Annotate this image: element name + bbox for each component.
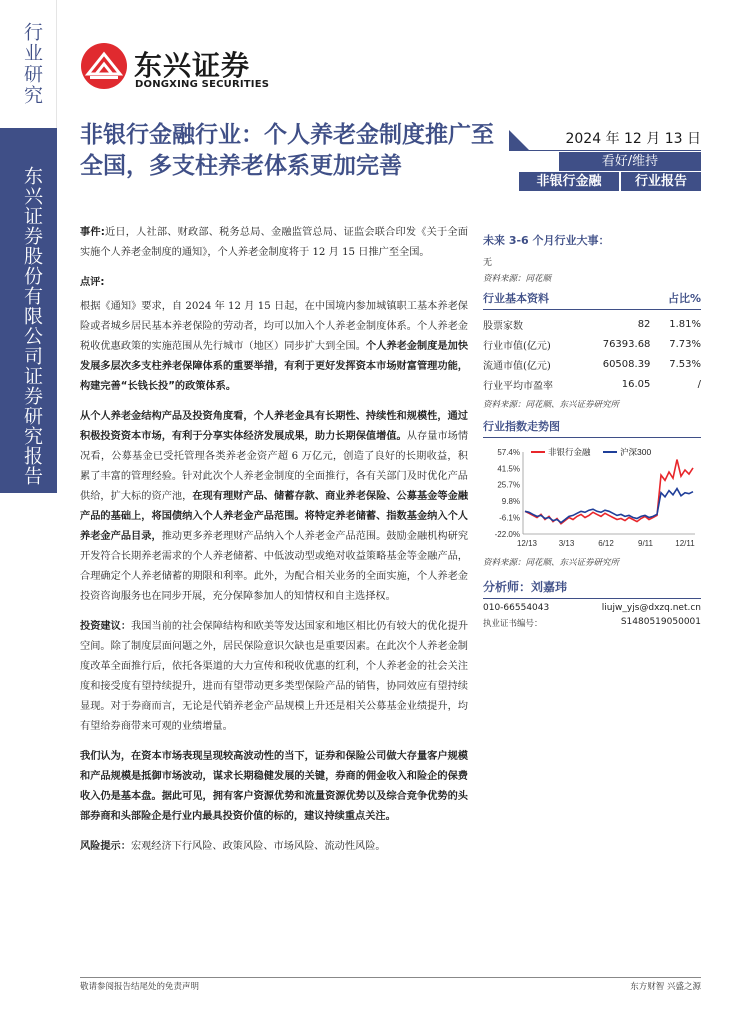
sidebar-top [0, 0, 57, 128]
row-share: 7.73% [669, 338, 701, 350]
para1 [80, 297, 468, 397]
report-title: 非银行金融行业：个人养老金制度推广至全国，多支柱养老体系更加完善 [80, 122, 494, 179]
footer-slogan: 东方财智 兴盛之源 [630, 982, 701, 992]
series-line-1 [525, 489, 693, 523]
x-tick-label: 6/12 [598, 539, 614, 548]
industry-tag: 非银行金融 [519, 172, 619, 191]
row-label: 行业平均市盈率 [483, 380, 553, 392]
invest-label: 投资建议： [80, 621, 132, 632]
chart-svg [483, 444, 701, 554]
index-trend-chart [483, 444, 701, 554]
analyst-contact-row [483, 603, 701, 613]
conclusion-text: 我们认为，在资本市场表现呈现较高波动性的当下，证券和保险公司做大存量客户规模和产品规模是抵御市场波动，谋求长期稳健发展的关键，券商的佣金收入和险企的保费收入仍是基本盘。据此可见，拥有客户资源优势和流量资源优势以及综合竞争优势的头部券商和头部险企是行业内最具投资价值的标的，建议持续重点关注。 [80, 751, 468, 822]
chart-source: 资料来源：同花顺、东兴证券研究所 [483, 558, 620, 568]
y-tick-label: 9.8% [501, 497, 520, 507]
company-logo [80, 42, 280, 96]
rating-badge: 看好/维持 [559, 152, 701, 171]
event-label: 事件: [80, 227, 105, 238]
logo-name-cn: 东兴证券 [134, 49, 251, 82]
x-tick-label: 12/11 [675, 539, 695, 548]
y-tick-label: -22.0% [494, 530, 520, 539]
main-body [80, 223, 468, 867]
conclusion-paragraph [80, 747, 468, 827]
table-row [483, 374, 701, 394]
row-share: / [697, 378, 701, 390]
divider [483, 437, 701, 438]
basic-source: 资料来源：同花顺、东兴证券研究所 [483, 400, 620, 410]
x-tick-label: 9/11 [638, 539, 653, 548]
row-share: 7.53% [669, 358, 701, 370]
legend-label: 非银行金融 [548, 447, 591, 457]
row-value: 16.05 [621, 378, 651, 390]
basic-stats-table [483, 314, 701, 394]
basic-share-header: 占比% [667, 292, 701, 305]
para2-bold: 从个人养老金结构产品及投资角度看，个人养老金具有长期性、持续性和规模性，通过积极投资资本市场，有利于分享实体经济发展成果，助力长期保值增值。 [80, 411, 468, 442]
tag-row [519, 172, 701, 191]
footer-disclaimer: 敬请参阅报告结尾处的免责声明 [80, 982, 200, 992]
right-column [483, 222, 701, 629]
legend-label: 沪深300 [620, 447, 652, 457]
row-share: 1.81% [669, 318, 701, 330]
invest-paragraph [80, 617, 468, 737]
comment-paragraph [80, 273, 468, 293]
divider [483, 598, 701, 599]
logo-mark-icon [80, 42, 128, 90]
analyst-cert-row [483, 617, 701, 629]
row-label: 股票家数 [483, 320, 523, 332]
divider [483, 309, 701, 310]
x-tick-label: 12/13 [516, 539, 538, 548]
events-heading: 未来 3-6 个月行业大事： [483, 234, 610, 247]
sidebar-company-label: 东兴证券股份有限公司证券研究报告 [21, 166, 43, 486]
para1-text: 根据《通知》要求，自 2024 年 12 月 15 日起，在中国境内参加城镇职工基本养老保险或者城乡居民基本养老保险的劳动者，均可以加入个人养老金制度体系。个人养老金税收优惠政策的实施范围从先行城市（地区）同步扩大到全国。 [80, 301, 468, 352]
report-date: 2024 年 12 月 13 日 [565, 131, 701, 147]
event-text: 近日，人社部、财政部、税务总局、金融监管总局、证监会联合印发《关于全面实施个人养老金制度的通知》，个人养老金制度将于 12 月 15 日推广至全国。 [80, 227, 468, 258]
para2 [80, 407, 468, 607]
analyst-name: 分析师：刘嘉玮 [483, 580, 568, 594]
footer-divider [80, 977, 701, 978]
logo-name-en: DONGXING SECURITIES [135, 79, 270, 90]
y-tick-label: 25.7% [497, 480, 520, 490]
basic-heading-row [483, 290, 701, 306]
table-row [483, 334, 701, 354]
invest-text: 我国当前的社会保障结构和欧美等发达国家和地区相比仍有较大的优化提升空间。除了制度层面问题之外，居民保险意识欠缺也是重要因素。在此次个人养老金制度改革全面推行后，依托各渠道的大力宣传和税收优惠的红利，个人养老金的社会关注度和接受度有望持续提升，进而有望带动更多类型保险产品的销售，协同效应有望持续显现。对于券商而言，无论是代销养老金产品规模上升还是相关公募基金业绩提升，均有望给券商带来可观的业绩增量。 [80, 621, 469, 732]
y-tick-label: -6.1% [499, 513, 520, 523]
para2-text-a: 从存量市场情况看，公募基金已受托管理各类养老金资产超 6 万亿元，创造了良好的长期收益，积累了丰富的管理经验。针对此次个人养老金制度的全面推行，各有关部门及时优化产品供给，扩大标的资产池， [80, 431, 469, 502]
x-tick-label: 3/13 [558, 539, 575, 548]
events-value: 无 [483, 258, 493, 268]
corner-triangle-icon [509, 130, 529, 150]
events-source: 资料来源：同花顺 [483, 274, 552, 284]
report-meta-box [509, 128, 701, 192]
analyst-cert: S1480519050001 [620, 617, 701, 627]
para1-bold: 个人养老金制度是加快发展多层次多支柱养老保障体系的重要举措，有利于更好发挥资本市场财富管理功能，构建完善“长钱长投”的政策体系。 [80, 341, 469, 392]
sidebar-bottom [0, 128, 57, 493]
row-value: 60508.39 [602, 358, 651, 370]
risk-paragraph [80, 837, 468, 857]
sidebar-category-label: 行业研究 [21, 22, 43, 106]
divider [509, 150, 701, 151]
y-tick-label: 41.5% [497, 464, 520, 474]
row-value: 76393.68 [602, 338, 651, 350]
event-paragraph [80, 223, 468, 263]
analyst-cert-label: 执业证书编号： [483, 619, 543, 629]
para2-text-c: 推动更多养老理财产品纳入个人养老金产品范围。鼓励金融机构研究开发符合长期养老需求的个人养老储蓄、中低波动型或绝对收益策略基金等金融产品，合理确定个人养老储蓄的期限和利率。此外，为配合相关业务的全面实施，个人养老金投资咨询服务也在同步开展，充分保障参加人的知情权和自主选择权。 [80, 531, 469, 602]
report-type-tag: 行业报告 [621, 172, 701, 191]
analyst-phone: 010-66554043 [483, 603, 550, 613]
table-row [483, 354, 701, 374]
risk-label: 风险提示： [80, 841, 131, 852]
comment-label: 点评: [80, 277, 105, 288]
y-tick-label: 57.4% [497, 448, 520, 457]
row-label: 行业市值(亿元) [483, 340, 551, 352]
chart-heading: 行业指数走势图 [483, 420, 560, 433]
para2-bold-b: 在现有理财产品、储蓄存款、商业养老保险、公募基金等金融产品的基础上，将国债纳入个人养老金产品范围。将特定养老储蓄、指数基金纳入个人养老金产品目录， [80, 491, 469, 542]
row-value: 82 [637, 318, 651, 330]
basic-heading: 行业基本资料 [483, 292, 549, 305]
row-label: 流通市值(亿元) [483, 360, 551, 372]
risk-text: 宏观经济下行风险、政策风险、市场风险、流动性风险。 [130, 841, 386, 852]
table-row [483, 314, 701, 334]
analyst-email[interactable]: liujw_yjs@dxzq.net.cn [601, 603, 701, 613]
